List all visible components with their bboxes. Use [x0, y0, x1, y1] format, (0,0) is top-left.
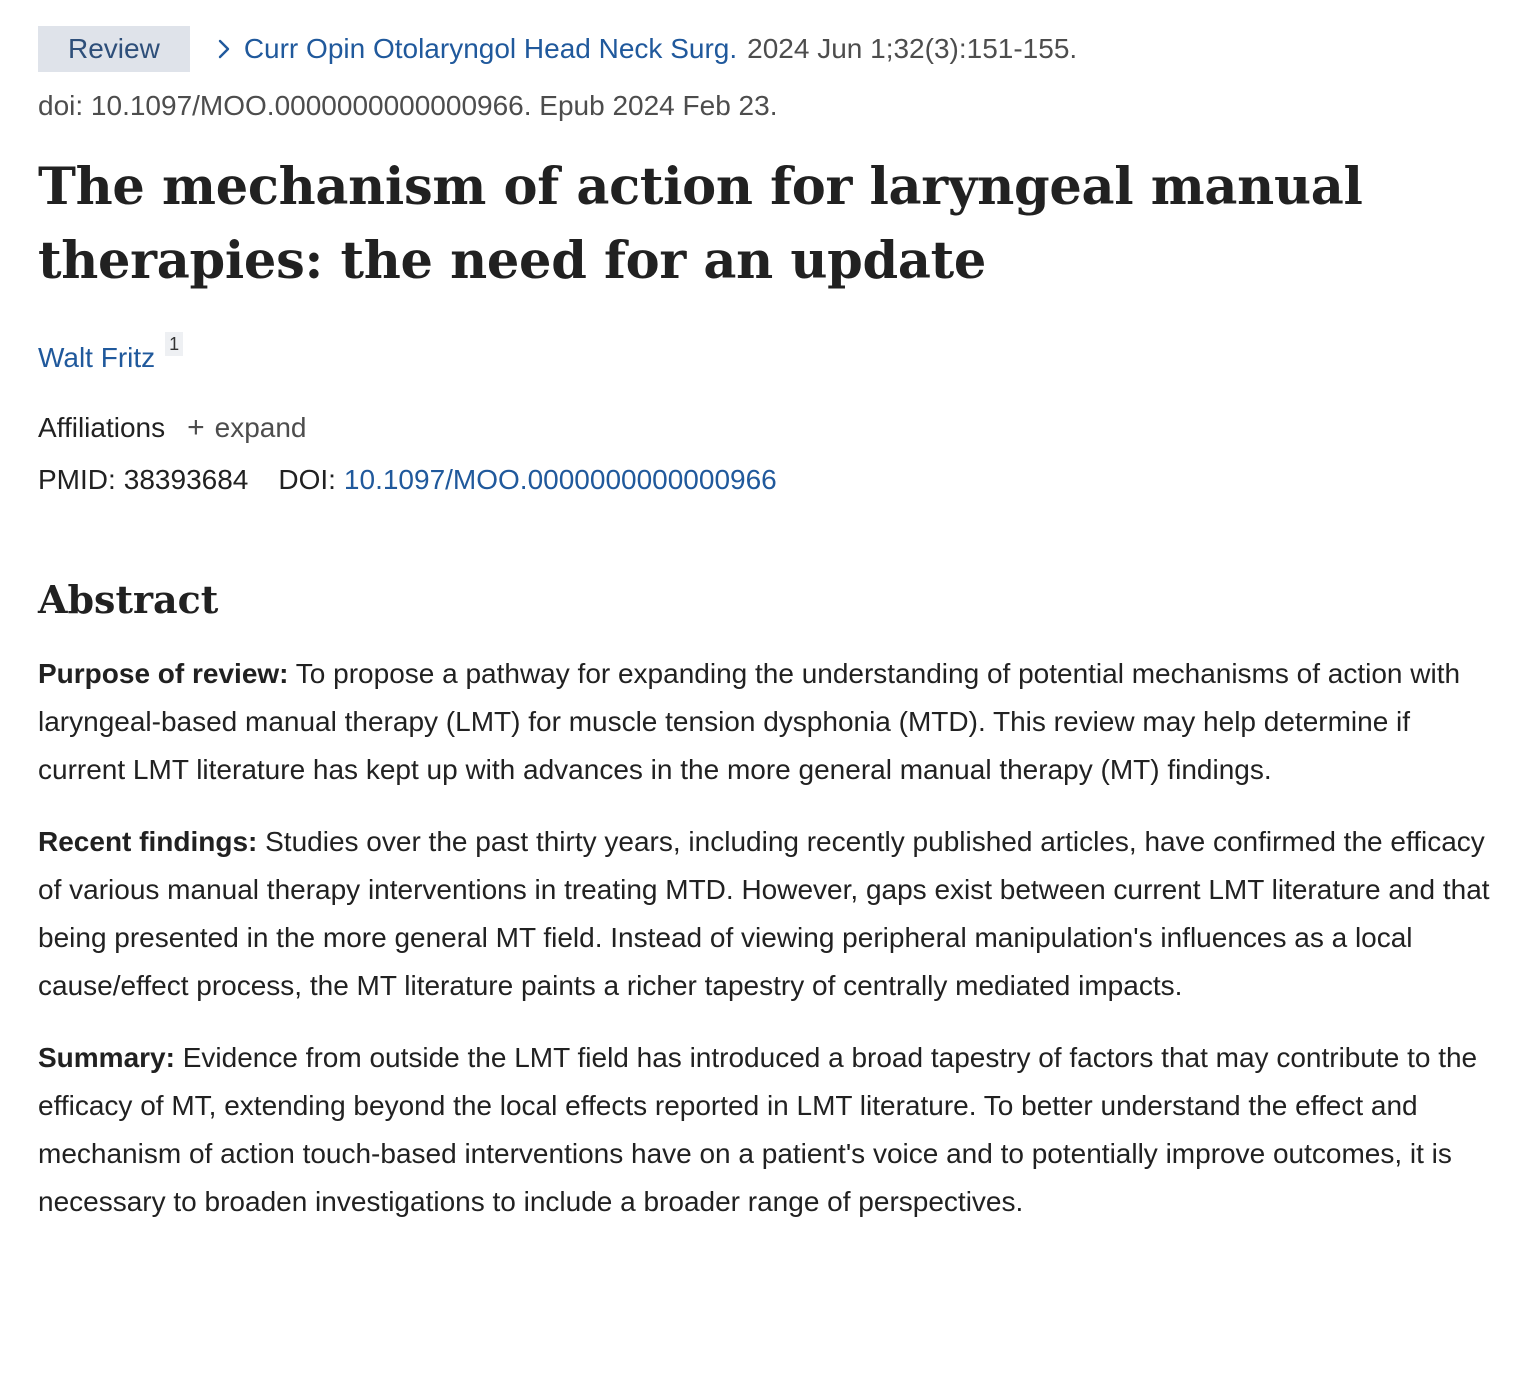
section-label: Recent findings:: [38, 826, 258, 857]
pmid-value: 38393684: [123, 464, 249, 495]
abstract-recent-findings: [38, 818, 1498, 1010]
section-text: Studies over the past thirty years, including recently published articles, have confirmed the efficacy of various manual therapy interventions in treating MTD. However, gaps exist between current LMT literature and that being presented in the more general MT field. Instead of viewing peripheral manipulation's influences as a local cause/effect process, the MT literature paints a richer tapestry of centrally mediated impacts.: [38, 826, 1490, 1001]
article-page: [38, 26, 1498, 1226]
affiliations-expand-button[interactable]: [187, 412, 306, 444]
section-text: Evidence from outside the LMT field has introduced a broad tapestry of factors that may contribute to the efficacy of MT, extending beyond the local effects reported in LMT literature. To better understand the effect and mechanism of action touch-based interventions have on a patient's voice and to potentially improve outcomes, it is necessary to broaden investigations to include a broader range of perspectives.: [38, 1042, 1478, 1217]
article-title: The mechanism of action for laryngeal manual therapies: the need for an update: [38, 157, 1363, 291]
section-label: Purpose of review:: [38, 658, 289, 689]
affiliation-number[interactable]: 1: [165, 332, 183, 356]
identifiers-row: [38, 460, 1498, 500]
plus-icon: +: [187, 411, 205, 444]
journal-meta: [38, 26, 1498, 72]
citation-details: 2024 Jun 1;32(3):151-155.: [747, 33, 1078, 64]
section-text: To propose a pathway for expanding the understanding of potential mechanisms of action with laryngeal-based manual therapy (LMT) for muscle tension dysphonia (MTD). This review may help determine if current LMT literature has kept up with advances in the more general manual therapy (MT) findings.: [38, 658, 1461, 785]
section-label: Summary:: [38, 1042, 175, 1073]
doi-epub-line: doi: 10.1097/MOO.0000000000000966. Epub 2024 Feb 23.: [38, 90, 778, 121]
abstract-summary: [38, 1034, 1498, 1226]
affiliations-label: Affiliations: [38, 412, 166, 443]
chevron-right-icon: [210, 35, 238, 63]
doi-label: DOI:: [278, 464, 336, 495]
affiliations-row: [38, 408, 1498, 448]
expand-label: expand: [214, 412, 307, 443]
doi-link[interactable]: 10.1097/MOO.0000000000000966: [343, 464, 777, 495]
article-type-badge: Review: [38, 26, 190, 72]
abstract-heading: Abstract: [38, 577, 219, 622]
abstract-purpose: [38, 650, 1498, 794]
author-link[interactable]: Walt Fritz: [38, 342, 156, 373]
pmid-label: PMID:: [38, 464, 116, 495]
authors-list: [38, 334, 1498, 378]
journal-link[interactable]: Curr Opin Otolaryngol Head Neck Surg.: [243, 33, 738, 64]
